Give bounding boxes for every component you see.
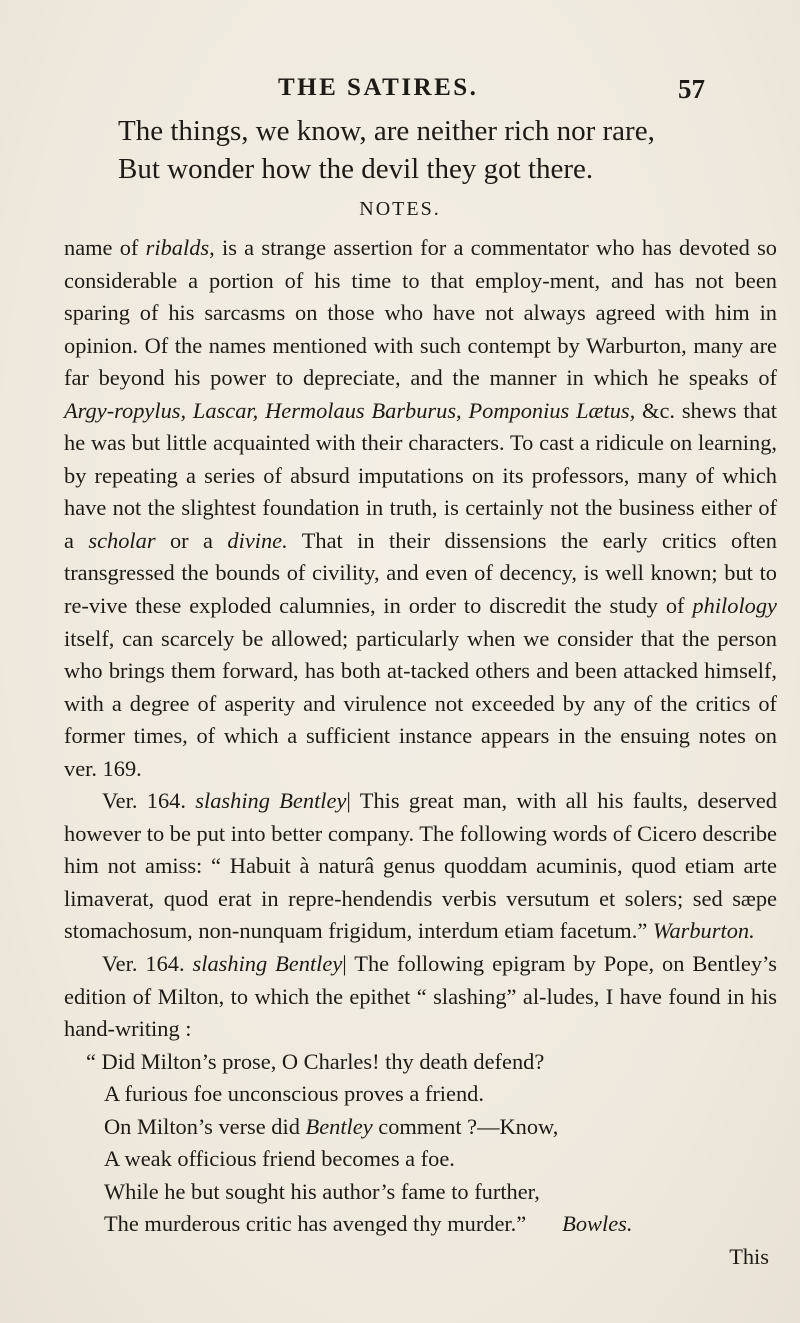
epigram-text: The murderous critic has avenged thy murder.” — [104, 1211, 527, 1237]
running-head: THE SATIRES. — [278, 74, 479, 101]
notes-body — [64, 232, 777, 1274]
epigram-italic: Bentley — [305, 1113, 373, 1139]
note-text: , is a strange assertion for a commentator who has devoted so considerable a portion of his time to that employ-ment, and has not been sparing of his sarcasms on those who have not always agreed with him in opinion. Of the names mentioned with such contempt by Warburton, many are far beyond his power to depreciate, and the manner in which he speaks of — [64, 235, 777, 391]
epigram-author: Bowles. — [562, 1211, 633, 1237]
epigram-line-4: A weak officious friend becomes a foe. — [104, 1146, 455, 1172]
note-ver-164-warburton — [64, 785, 777, 948]
note-text: name of — [64, 235, 146, 260]
epigram-text: On Milton’s verse did — [104, 1113, 306, 1139]
epigram-line-1: “ Did Milton’s prose, O Charles! thy death defend? — [86, 1048, 545, 1074]
epigram-line-3 — [64, 1111, 777, 1144]
note-italic: scholar — [88, 527, 156, 553]
note-text: That in their dissensions the early critics often transgressed the bounds of civility, and even of decency, is well known; but to re-vive these exploded calumnies, in order to discredit the study of — [64, 527, 777, 619]
note-italic: philology — [692, 593, 777, 619]
note-text: itself, can scarcely be allowed; particularly when we consider that the person who brings them forward, has both at-tacked others and been attacked himself, with a degree of asperity and virulence not exceeded by any of the critics of former times, of which a sufficient instance appears in the ensuing notes on ver. 169. — [64, 625, 777, 781]
note-continuation — [64, 232, 777, 785]
verse-couplet — [118, 112, 778, 188]
note-text: Ver. 164. — [102, 788, 196, 814]
epigram-line-5: While he but sought his author’s fame to further, — [104, 1178, 540, 1204]
verse-line-1: The things, we know, are neither rich nor rare, — [118, 115, 655, 147]
verse-line-2: But wonder how the devil they got there. — [118, 153, 594, 185]
epigram-line-6 — [64, 1208, 777, 1241]
epigram-text: comment ?—Know, — [372, 1113, 559, 1139]
note-author: Warburton. — [652, 918, 755, 944]
note-italic: slashing Bentley — [195, 788, 347, 814]
note-italic: slashing Bentley — [192, 951, 343, 977]
note-ver-164-epigram-intro — [64, 948, 777, 1046]
note-text: | This great man, with all his faults, deserved however to be put into better company. The following words of Cicero describe him not amiss: “ Habuit à naturâ genus quoddam acuminis, quod etiam arte limaverat, quod erat in repre-hendendis verbis versutum et solers; sed sæpe stomachosum, non-nunquam frigidum, interdum etiam facetum.” — [64, 788, 777, 944]
note-text: | The following epigram by Pope, on Bentley’s edition of Milton, to which the epithet “ slashing” al-ludes, I have found in his hand-writing : — [64, 951, 777, 1042]
epigram — [64, 1046, 777, 1274]
epigram-line-2: A furious foe unconscious proves a friend. — [104, 1081, 484, 1107]
page-number: 57 — [678, 74, 705, 104]
note-italic: divine. — [227, 527, 288, 553]
page-header — [0, 74, 800, 108]
note-text: Ver. 164. — [102, 951, 193, 977]
notes-heading: NOTES. — [359, 198, 441, 220]
note-italic: Argy-ropylus, Lascar, Hermolaus Barburus, Pomponius Lætus, — [64, 397, 636, 423]
note-italic: ribalds — [145, 235, 210, 260]
note-text: &c. shews that he was but little acquainted with their characters. To cast a ridicule on learning, by repeating a series of absurd imputations on its professors, many of which have not the slightest foundation in truth, is certainly not the business either of a — [64, 397, 777, 553]
note-text: or a — [155, 527, 228, 553]
catchword: This — [729, 1243, 769, 1269]
